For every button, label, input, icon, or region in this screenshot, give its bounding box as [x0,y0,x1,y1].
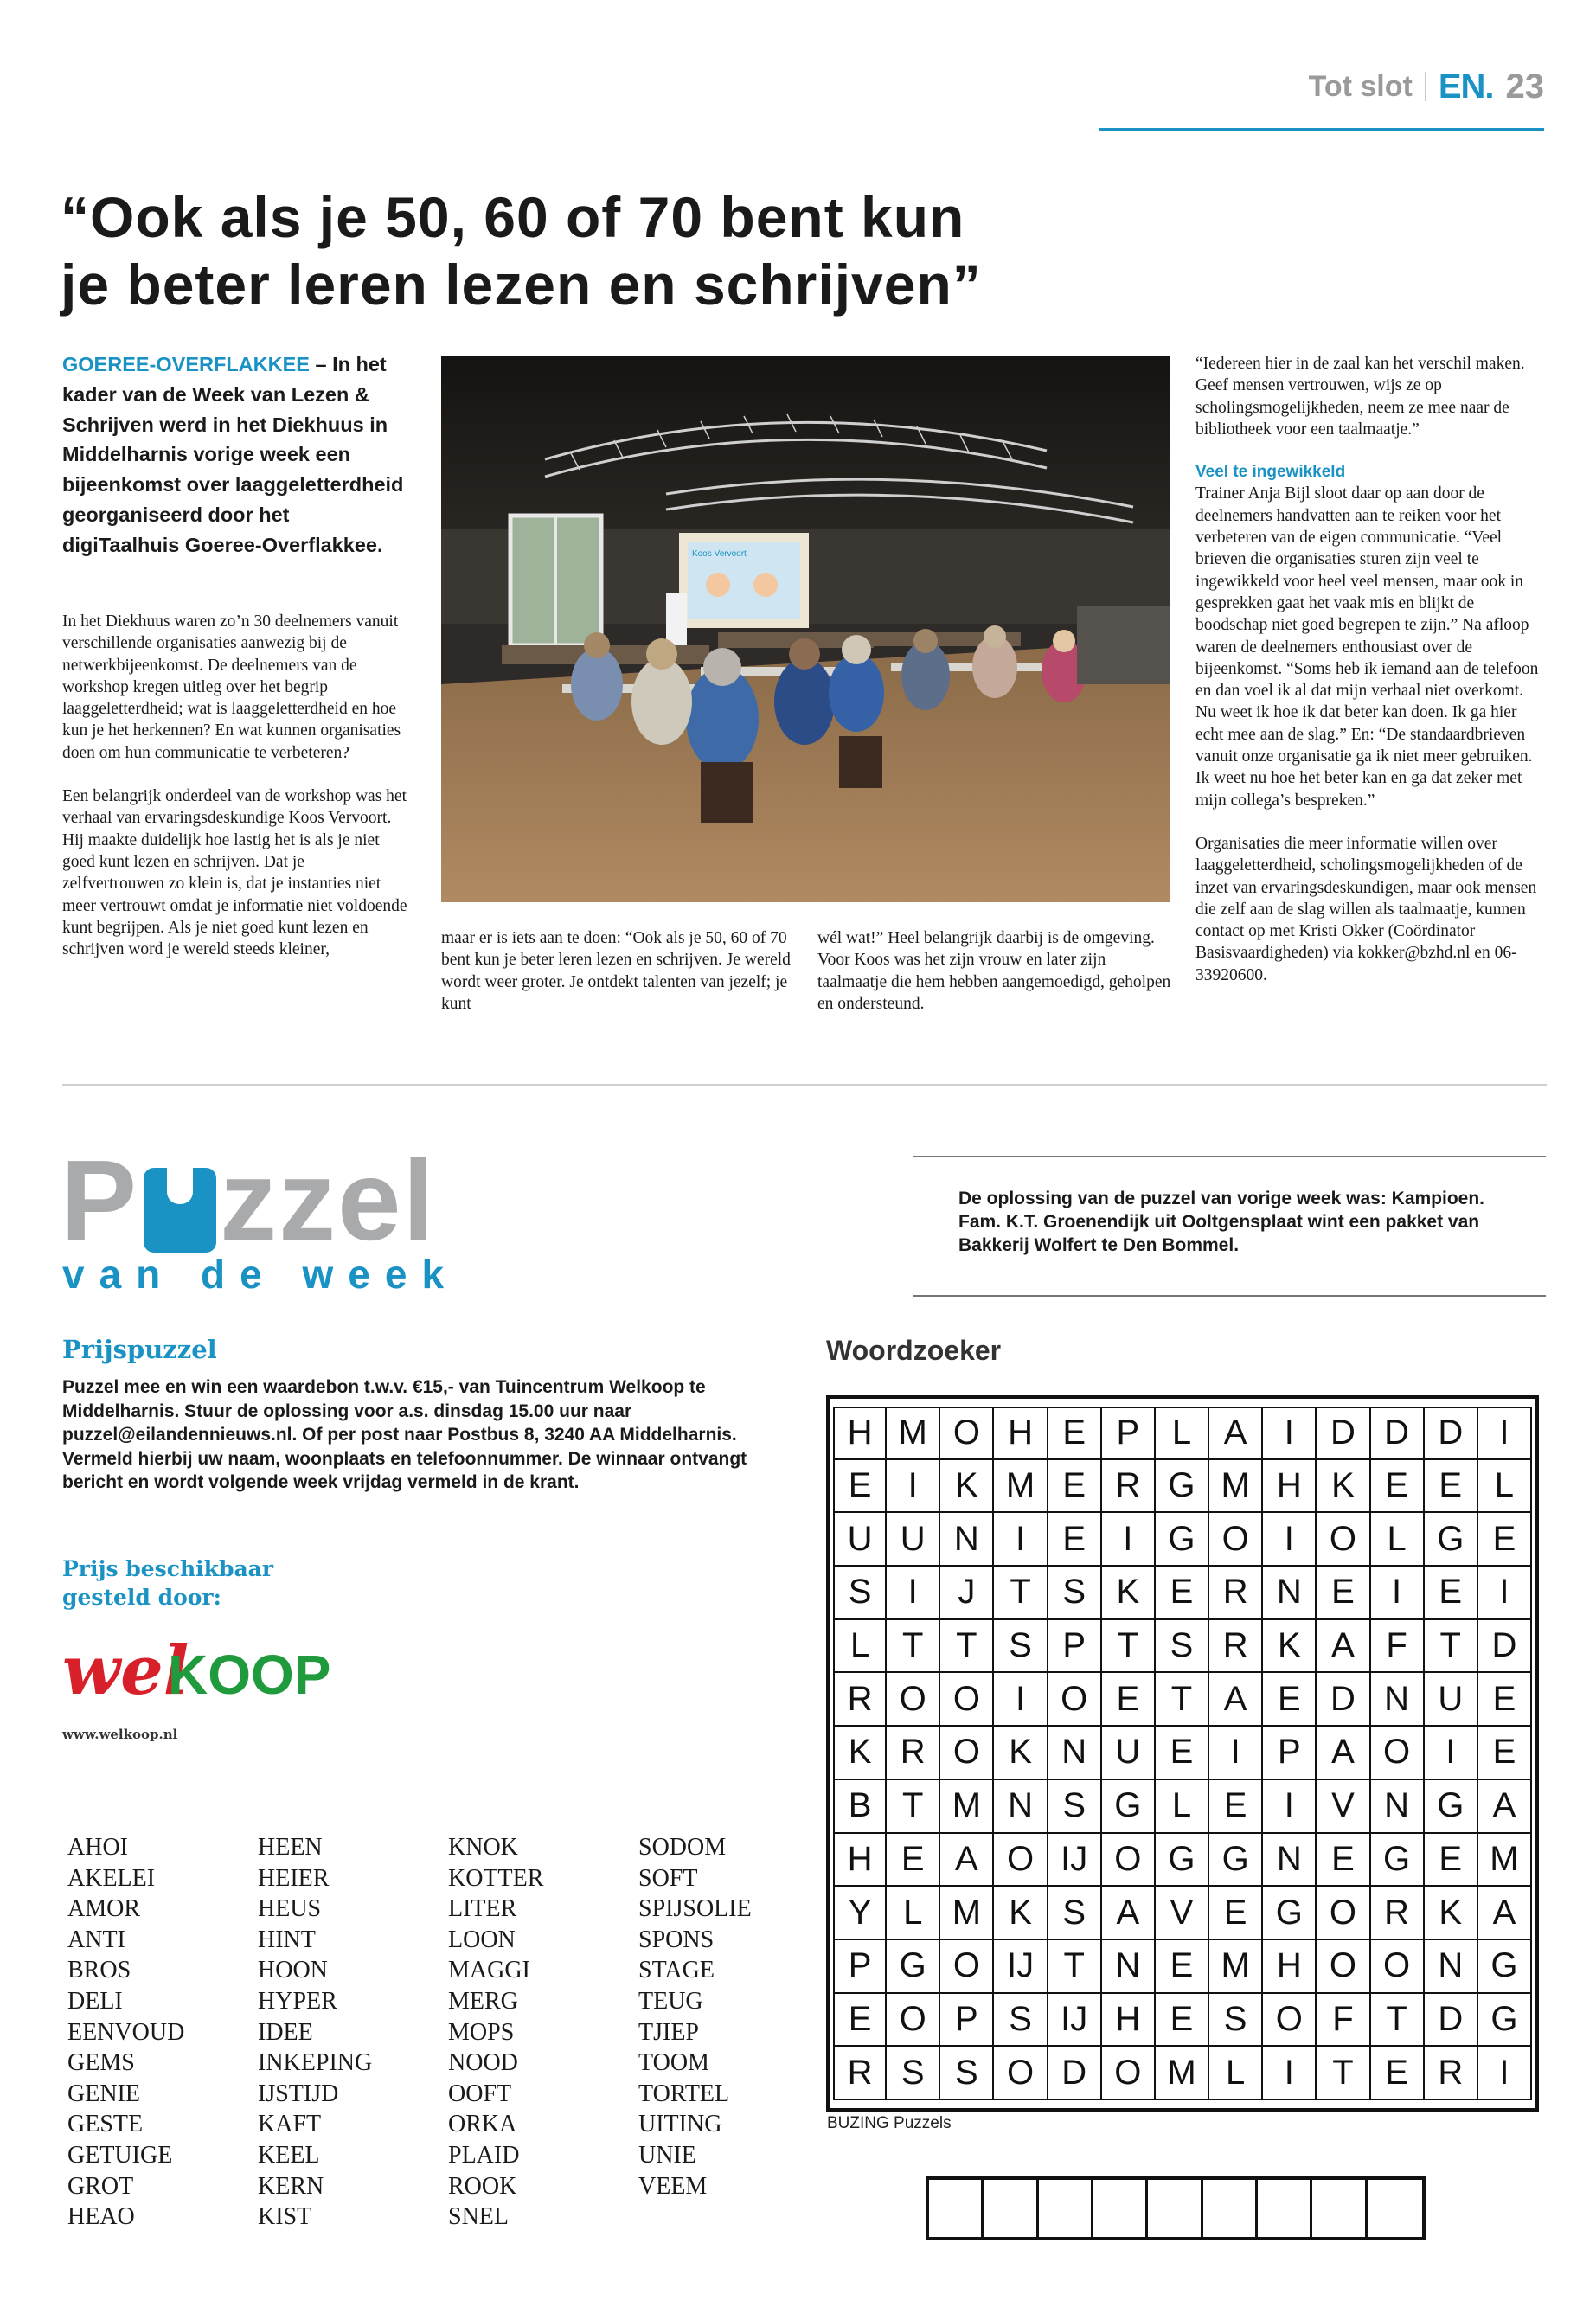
grid-cell[interactable]: E [1048,1460,1102,1514]
grid-cell[interactable]: R [1102,1460,1156,1514]
grid-cell[interactable]: D [1048,2047,1102,2100]
article-column-3 [817,927,1172,1015]
grid-cell[interactable]: P [1263,1727,1317,1780]
grid-cell[interactable]: F [1317,1994,1370,2048]
grid-cell[interactable]: U [887,1513,940,1567]
grid-cell[interactable]: O [1371,1727,1425,1780]
publication-logo: EN. [1438,67,1494,106]
grid-cell[interactable]: N [1371,1673,1425,1727]
solution-rule-bottom [913,1295,1546,1297]
grid-cell[interactable]: R [833,1673,887,1727]
grid-cell[interactable]: V [1317,1780,1370,1834]
headline-line-2: je beter leren lezen en schrijven” [61,253,982,317]
grid-cell[interactable]: H [833,1834,887,1888]
grid-cell[interactable]: IJ [994,1940,1048,1994]
answer-box[interactable] [1368,2180,1422,2237]
grid-cell[interactable]: L [1156,1407,1209,1460]
answer-box[interactable] [929,2180,984,2237]
grid-cell[interactable]: H [1102,1994,1156,2048]
grid-cell[interactable]: D [1425,1407,1478,1460]
subheading: Veel te ingewikkeld [1195,463,1346,482]
word-list-item: GEMS [67,2049,135,2077]
grid-cell[interactable]: N [1102,1940,1156,1994]
grid-cell[interactable]: H [833,1407,887,1460]
word-list-item: KIST [258,2203,312,2231]
grid-cell[interactable]: B [833,1780,887,1834]
grid-cell[interactable]: I [994,1513,1048,1567]
grid-cell[interactable]: S [994,1994,1048,2048]
grid-cell[interactable]: M [1209,1460,1263,1514]
wordsearch-grid [826,1395,1539,2112]
grid-cell[interactable]: E [1425,1567,1478,1620]
answer-box[interactable] [1093,2180,1148,2237]
grid-cell[interactable]: T [1371,1994,1425,2048]
grid-cell[interactable]: I [887,1460,940,1514]
prize-text: Puzzel mee en win een waardebon t.w.v. €15,- van Tuincentrum Welkoop te Middelharnis. Stuur de oplossing voor a.s. dinsdag 15.00 uur naar puzzel@eilandennieuws.nl. Of per post naar Postbus 8, 3240 AA Middelharnis. Vermeld hierbij uw naam, woonplaats en telefoonnummer. De winnaar ontvangt bericht en wordt volgende week vrijdag vermeld in de krant. [62,1377,747,1493]
article-photo [441,356,1170,902]
word-list-item: KAFT [258,2111,322,2138]
article-column-2 [441,927,796,1015]
puzzel-logo [61,1137,437,1264]
grid-cell[interactable]: O [940,1673,994,1727]
answer-box[interactable] [1312,2180,1367,2237]
word-list-item: IJSTIJD [258,2080,339,2107]
paragraph: wél wat!” Heel belangrijk daarbij is de omgeving. Voor Koos was het zijn vrouw en later zijn taalmaatje die hem hebben aangemoedigd, geholpen en ondersteund. [817,929,1171,1013]
grid-cell[interactable]: E [1478,1673,1532,1727]
grid-cell[interactable]: S [1048,1567,1102,1620]
grid-cell[interactable]: G [1156,1513,1209,1567]
grid-cell[interactable]: J [940,1567,994,1620]
grid-cell[interactable]: P [940,1994,994,2048]
grid-cell[interactable]: M [940,1780,994,1834]
grid-cell[interactable]: E [1425,1460,1478,1514]
answer-boxes [926,2176,1426,2240]
grid-cell[interactable]: A [940,1834,994,1888]
grid-cell[interactable]: L [1209,2047,1263,2100]
grid-cell[interactable]: L [1478,1460,1532,1514]
word-list-item: ORKA [448,2111,517,2138]
grid-cell[interactable]: I [1478,1567,1532,1620]
grid-cell[interactable]: U [1102,1727,1156,1780]
grid-cell[interactable]: G [1209,1834,1263,1888]
headline-line-1: “Ook als je 50, 60 of 70 bent kun [61,185,965,249]
grid-cell[interactable]: N [1048,1727,1102,1780]
grid-cell[interactable]: E [833,1994,887,2048]
grid-cell[interactable]: T [1317,2047,1370,2100]
grid-cell[interactable]: D [1478,1620,1532,1674]
grid-cell[interactable]: I [887,1567,940,1620]
grid-cell[interactable]: E [1317,1834,1370,1888]
grid-cell[interactable]: I [1263,2047,1317,2100]
grid-cell[interactable]: V [1156,1887,1209,1940]
word-list-item: HYPER [258,1987,337,2015]
grid-cell[interactable]: D [1317,1673,1370,1727]
grid-cell[interactable]: G [1478,1940,1532,1994]
grid-cell[interactable]: L [833,1620,887,1674]
grid-cell[interactable]: I [1263,1780,1317,1834]
grid-cell[interactable]: L [887,1887,940,1940]
grid-cell[interactable]: O [994,2047,1048,2100]
word-list-item: AMOR [67,1895,141,1923]
puzzel-logo-subtitle: van de week [62,1252,459,1297]
word-list-item: AHOI [67,1834,128,1861]
wordsearch-title: Woordzoeker [826,1335,1002,1366]
grid-cell[interactable]: N [940,1513,994,1567]
grid-cell[interactable]: I [1478,1407,1532,1460]
grid-cell[interactable]: I [1263,1407,1317,1460]
answer-box[interactable] [1039,2180,1093,2237]
grid-cell[interactable]: S [940,2047,994,2100]
grid-cell[interactable]: P [1102,1407,1156,1460]
dateline: GOEREE-OVERFLAKKEE [62,353,310,375]
paragraph: maar er is iets aan te doen: “Ook als je 50, 60 of 70 bent kun je beter leren lezen en schrijven. Je wereld wordt weer groter. Je ontdekt talenten van jezelf; je kunt [441,929,791,1013]
paragraph: Trainer Anja Bijl sloot daar op aan door de deelnemers handvatten aan te reiken voor het verbeteren van de eigen communicatie. “Veel brieven die organisaties sturen zijn veel te ingewikkeld voor heel veel mensen, maar ook in gesprekken gaat het vaak mis en blijkt de boodschap niet goed begrepen te zijn.” Na afloop waren de deelnemers enthousiast over de bijeenkomst. “Soms heb ik iemand aan de telefoon en dan voel ik al dat mijn verhaal niet overkomt. Nu weet ik hoe ik dat beter kan doen. Ik ga hier echt mee aan de slag.” En: “De standaardbrieven vanuit onze organisatie ga ik niet meer gebruiken. Ik weet nu hoe het beter kan en ga dat zeker met mijn collega’s bespreken.” [1195,484,1539,810]
grid-cell[interactable]: E [1371,1460,1425,1514]
grid-cell[interactable]: E [1156,1567,1209,1620]
grid-cell[interactable]: E [1263,1673,1317,1727]
grid-cell[interactable]: O [1048,1673,1102,1727]
grid-cell[interactable]: O [940,1940,994,1994]
grid-cell[interactable]: E [1209,1887,1263,1940]
grid-cell[interactable]: K [1263,1620,1317,1674]
grid-cell[interactable]: I [1425,1727,1478,1780]
slide-title: Koos Vervoort [692,549,747,559]
grid-cell[interactable]: E [887,1834,940,1888]
grid-cell[interactable]: E [1478,1513,1532,1567]
grid-cell[interactable]: O [994,1834,1048,1888]
welkoop-logo [62,1614,348,1718]
grid-cell[interactable]: IJ [1048,1834,1102,1888]
page-header [1309,67,1544,106]
grid-cell[interactable]: I [1371,1567,1425,1620]
grid-cell[interactable]: G [1102,1780,1156,1834]
logo-u-icon [144,1168,216,1253]
puzzle-credit: BUZING Puzzels [827,2114,952,2132]
answer-box[interactable] [1203,2180,1258,2237]
paragraph: “Iedereen hier in de zaal kan het verschil maken. Geef mensen vertrouwen, wijs ze op scholingsmogelijkheden, neem ze mee naar de bibliotheek voor een taalmaatje.” [1195,355,1525,439]
logo-letters: zzel [220,1137,437,1264]
grid-cell[interactable]: T [1425,1620,1478,1674]
grid-cell[interactable]: P [1048,1620,1102,1674]
word-list-item: MOPS [448,2018,515,2046]
grid-cell[interactable]: T [887,1620,940,1674]
grid-cell[interactable]: R [1425,2047,1478,2100]
grid-cell[interactable]: IJ [1048,1994,1102,2048]
grid-cell[interactable]: O [887,1673,940,1727]
grid-cell[interactable]: O [1263,1994,1317,2048]
grid-cell[interactable]: T [940,1620,994,1674]
grid-cell[interactable]: I [1102,1513,1156,1567]
word-list-item: TJIEP [638,2018,699,2046]
word-list-item: GROT [67,2172,134,2200]
word-list-item: STAGE [638,1957,715,1984]
word-list-item: SNEL [448,2203,509,2231]
grid-cell[interactable]: K [940,1460,994,1514]
grid-cell[interactable]: K [1425,1887,1478,1940]
grid-cell[interactable]: T [1048,1940,1102,1994]
word-list-item: INKEPING [258,2049,373,2077]
word-list-item: GETUIGE [67,2141,173,2169]
previous-solution: De oplossing van de puzzel van vorige week was: Kampioen. Fam. K.T. Groenendijk uit Ooltgensplaat wint een pakket van Bakkerij Wolfert te Den Bommel. [958,1189,1484,1255]
solution-rule-top [913,1156,1546,1157]
article-headline [61,183,1055,318]
grid-cell[interactable]: I [1209,1727,1263,1780]
workshop-room-illustration [441,356,1170,902]
paragraph: Organisaties die meer informatie willen over laaggeletterdheid, scholingsmogelijkheden of de inzet van ervaringsdeskundigen, maar ook mensen die zelf aan de slag willen als taalmaatje, kunnen contact op met Kristi Okker (Coördinator Basisvaardigheden) via kokker@bzhd.nl en 06-33920600. [1195,834,1537,984]
header-separator [1425,72,1426,101]
word-list-item: SOFT [638,1864,698,1892]
word-list-item: GENIE [67,2080,140,2107]
grid-cell[interactable]: O [1102,2047,1156,2100]
word-list-item: SPONS [638,1926,715,1953]
grid-cell[interactable]: S [833,1567,887,1620]
grid-cell[interactable]: K [994,1727,1048,1780]
word-list-item: KOTTER [448,1864,544,1892]
word-list-item: ROOK [448,2172,517,2200]
grid-cell[interactable]: D [1317,1407,1370,1460]
grid-cell[interactable]: N [1263,1567,1317,1620]
grid-cell[interactable]: O [1209,1513,1263,1567]
word-list-item: TORTEL [638,2080,730,2107]
grid-cell[interactable]: E [1209,1780,1263,1834]
grid-cell[interactable]: S [887,2047,940,2100]
word-list-item: AKELEI [67,1864,156,1892]
grid-cell[interactable]: E [1048,1407,1102,1460]
grid-cell[interactable]: G [1263,1887,1317,1940]
answer-box[interactable] [1148,2180,1202,2237]
grid-cell[interactable]: F [1371,1620,1425,1674]
word-list-item: UITING [638,2111,722,2138]
grid-cell[interactable]: A [1209,1673,1263,1727]
grid-cell[interactable]: R [1209,1620,1263,1674]
grid-cell[interactable]: H [994,1407,1048,1460]
word-list-item: HINT [258,1926,316,1953]
prize-heading: Prijspuzzel [62,1335,217,1364]
word-list-item: KERN [258,2172,324,2200]
grid-cell[interactable]: A [1478,1780,1532,1834]
sponsor-url: www.welkoop.nl [62,1727,178,1742]
grid-cell[interactable]: E [1156,1727,1209,1780]
grid-cell[interactable]: S [1209,1994,1263,2048]
grid-cell[interactable]: U [833,1513,887,1567]
grid-cell[interactable]: E [1102,1673,1156,1727]
grid-cell[interactable]: R [887,1727,940,1780]
word-list-item: NOOD [448,2049,518,2077]
grid-cell[interactable]: H [1263,1940,1317,1994]
grid-cell[interactable]: O [940,1727,994,1780]
grid-cell[interactable]: N [1371,1780,1425,1834]
logo-letter-p: P [61,1137,139,1264]
word-list-item: IDEE [258,2018,313,2046]
grid-cell[interactable]: L [1156,1780,1209,1834]
grid-cell[interactable]: M [940,1887,994,1940]
word-list-item: SPIJSOLIE [638,1895,752,1923]
grid-cell[interactable]: E [1156,1994,1209,2048]
grid-cell[interactable]: G [1156,1460,1209,1514]
grid-cell[interactable]: E [1425,1834,1478,1888]
word-list-item: HEEN [258,1834,323,1861]
grid-cell[interactable]: A [1317,1620,1370,1674]
grid-cell[interactable]: K [1102,1567,1156,1620]
logo-text-koop: KOOP [168,1644,331,1706]
grid-cell[interactable]: E [1156,1940,1209,1994]
grid-cell[interactable]: N [1425,1940,1478,1994]
word-list-item: PLAID [448,2141,520,2169]
word-list-item: MAGGI [448,1957,530,1984]
grid-cell[interactable]: M [1209,1940,1263,1994]
word-list-item: MERG [448,1987,518,2015]
grid-cell[interactable]: U [1425,1673,1478,1727]
grid-cell[interactable]: K [833,1727,887,1780]
grid-cell[interactable]: T [994,1567,1048,1620]
word-list-item: HEAO [67,2203,135,2231]
word-list-item: EENVOUD [67,2018,185,2046]
grid-cell[interactable]: S [1156,1620,1209,1674]
word-list [67,1832,811,2233]
word-list-item: HEUS [258,1895,322,1923]
grid-cell[interactable]: E [1371,2047,1425,2100]
grid-cell[interactable]: O [1317,1940,1370,1994]
grid-cell[interactable]: A [1317,1727,1370,1780]
grid-cell[interactable]: H [1263,1460,1317,1514]
grid-cell[interactable]: T [887,1780,940,1834]
grid-cell[interactable]: N [1263,1834,1317,1888]
word-list-item: LITER [448,1895,517,1923]
grid-cell[interactable]: M [994,1460,1048,1514]
grid-cell[interactable]: L [1371,1513,1425,1567]
grid-cell[interactable]: S [994,1620,1048,1674]
grid-cell[interactable]: D [1425,1994,1478,2048]
article-intro [62,349,408,561]
word-list-item: LOON [448,1926,516,1953]
grid-cell[interactable]: E [1048,1513,1102,1567]
article-column-4 [1195,353,1546,986]
grid-cell[interactable]: I [1478,2047,1532,2100]
grid-cell[interactable]: I [994,1673,1048,1727]
grid-cell[interactable]: A [1209,1407,1263,1460]
grid-cell[interactable]: G [887,1940,940,1994]
grid-cell[interactable]: O [887,1994,940,2048]
grid-cell[interactable]: K [1317,1460,1370,1514]
grid-cell[interactable]: O [1317,1513,1370,1567]
grid-cell[interactable]: S [1048,1887,1102,1940]
grid-cell[interactable]: N [994,1780,1048,1834]
grid-cell[interactable]: O [1317,1887,1370,1940]
word-list-item: VEEM [638,2172,708,2200]
answer-box[interactable] [984,2180,1038,2237]
word-list-item: TOOM [638,2049,709,2077]
answer-box[interactable] [1258,2180,1312,2237]
paragraph: Een belangrijk onderdeel van de workshop was het verhaal van ervaringsdeskundige Koos Vervoort. Hij maakte duidelijk hoe lastig het is als je niet goed kunt lezen en schrijven. Dat je zelfvertrouwen zo klein is, dat je instanties niet meer vertrouwt omdat je informatie niet voldoende kunt begrijpen. Als je niet goed kunt lezen en schrijven word je wereld steeds kleiner, [62,787,407,959]
grid-cell[interactable]: T [1156,1673,1209,1727]
section-divider [62,1084,1547,1086]
grid-cell[interactable]: M [1478,1834,1532,1888]
word-list-item: TEUG [638,1987,703,2015]
grid-cell[interactable]: M [1156,2047,1209,2100]
grid-cell[interactable]: R [833,2047,887,2100]
grid-cell[interactable]: E [833,1460,887,1514]
grid-cell[interactable]: O [940,1407,994,1460]
sponsor-label: Prijs beschikbaar gesteld door: [62,1556,274,1610]
grid-cell[interactable]: G [1156,1834,1209,1888]
grid-cell[interactable]: E [1478,1727,1532,1780]
grid-cell[interactable]: O [1371,1940,1425,1994]
word-list-item: OOFT [448,2080,512,2107]
word-list-item: KEEL [258,2141,320,2169]
word-list-item: BROS [67,1957,131,1984]
word-list-item: HOON [258,1957,328,1984]
grid-cell[interactable]: A [1478,1887,1532,1940]
logo-text-wel: wel [62,1631,189,1710]
grid-cell[interactable]: I [1263,1513,1317,1567]
grid-cell[interactable]: Y [833,1887,887,1940]
word-list-item: UNIE [638,2141,696,2169]
grid-cell[interactable]: R [1209,1567,1263,1620]
intro-text: – In het kader van de Week van Lezen & Schrijven werd in het Diekhuus in Middelharnis vorige week een bijeenkomst over laaggeletterdheid georganiseerd door het digiTaalhuis Goeree-Overflakkee. [62,353,404,556]
word-list-item: DELI [67,1987,123,2015]
grid-cell[interactable]: G [1371,1834,1425,1888]
grid-cell[interactable]: P [833,1940,887,1994]
grid-cell[interactable]: M [887,1407,940,1460]
word-list-item: ANTI [67,1926,125,1953]
grid-cell[interactable]: E [1317,1567,1370,1620]
word-list-item: SODOM [638,1834,727,1861]
grid-cell[interactable]: O [1102,1834,1156,1888]
grid-cell[interactable]: D [1371,1407,1425,1460]
grid-cell[interactable]: S [1048,1780,1102,1834]
grid-cell[interactable]: T [1102,1620,1156,1674]
grid-cell[interactable]: A [1102,1887,1156,1940]
word-list-item: KNOK [448,1834,518,1861]
grid-cell[interactable]: R [1371,1887,1425,1940]
page-number: 23 [1505,67,1544,106]
section-label: Tot slot [1308,69,1413,103]
grid-cell[interactable]: G [1478,1994,1532,2048]
word-list-item: GESTE [67,2111,144,2138]
article-column-1 [62,611,408,960]
word-list-item: HEIER [258,1864,330,1892]
grid-cell[interactable]: G [1425,1513,1478,1567]
paragraph: In het Diekhuus waren zo’n 30 deelnemers vanuit verschillende organisaties aanwezig bij de netwerkbijeenkomst. De deelnemers van de workshop kregen uitleg over het begrip laaggeletterdheid; wat is laaggeletterdheid en hoe kun je het herkennen? En wat kunnen organisaties doen om hun communicatie te verbeteren? [62,612,401,762]
grid-cell[interactable]: G [1425,1780,1478,1834]
header-rule [1099,128,1544,131]
grid-cell[interactable]: K [994,1887,1048,1940]
